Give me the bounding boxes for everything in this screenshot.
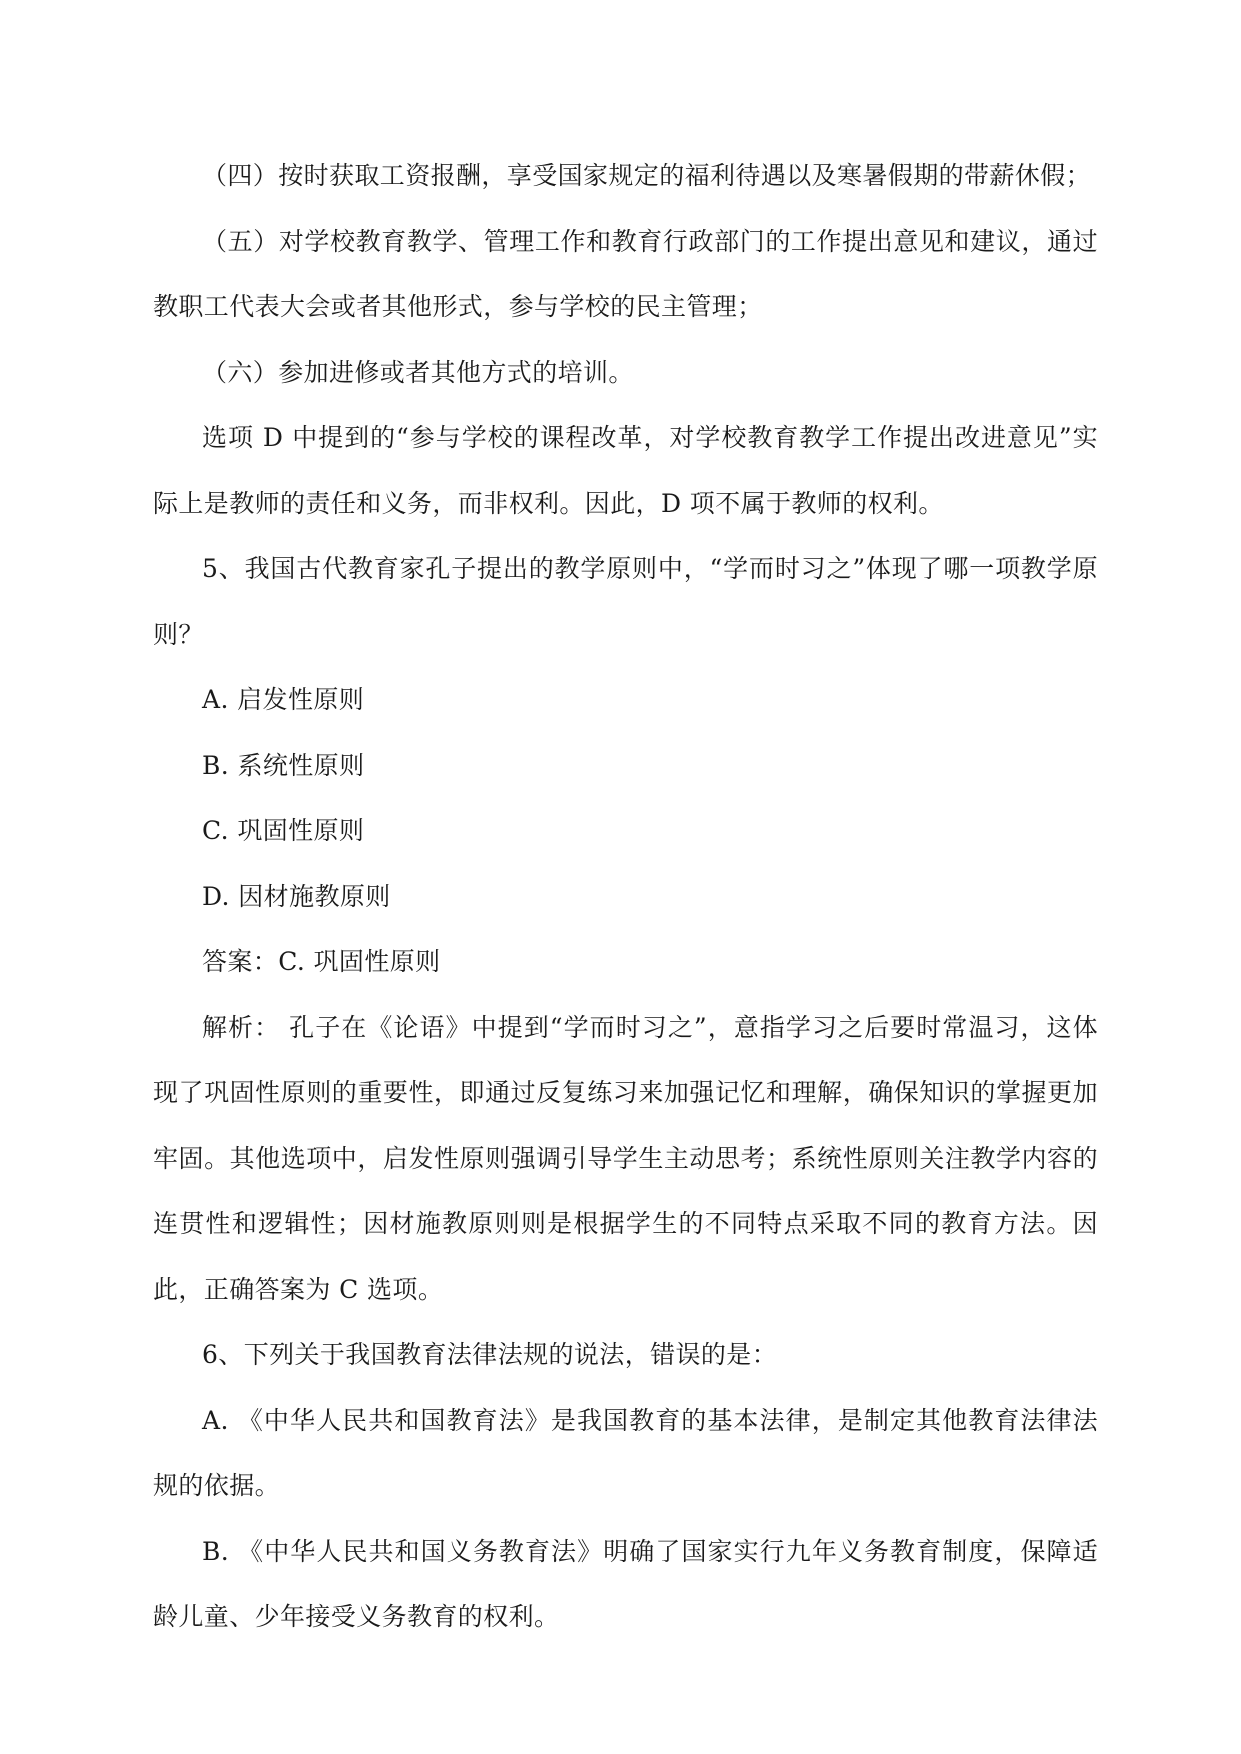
teacher-right-item-6: （六）参加进修或者其他方式的培训。 <box>202 357 634 387</box>
question-6-option-a: A. 《中华人民共和国教育法》是我国教育的基本法律，是制定其他教育法律法规的依据。 <box>153 1405 1098 1500</box>
teacher-right-item-4: （四）按时获取工资报酬，享受国家规定的福利待遇以及寒暑假期的带薪休假； <box>202 161 1092 190</box>
question-5-analysis: 解析： 孔子在《论语》中提到“学而时习之”，意指学习之后要时常温习，这体现了巩固性原则的重要性，即通过反复练习来加强记忆和理解，确保知识的掌握更加牢固。其他选项中，启发性原则强调引导学生主动思考；系统性原则关注教学内容的连贯性和逻辑性；因材施教原则则是根据学生的不同特点采取不同的教育方法。因此，正确答案为 C 选项。 <box>153 1012 1098 1304</box>
option-d-explanation: 选项 D 中提到的“参与学校的课程改革，对学校教育教学工作提出改进意见”实际上是教师的责任和义务，而非权利。因此，D 项不属于教师的权利。 <box>153 423 1098 518</box>
question-5: 5、我国古代教育家孔子提出的教学原则中，“学而时习之”体现了哪一项教学原则？ <box>153 554 1098 649</box>
teacher-right-item-5: （五）对学校教育教学、管理工作和教育行政部门的工作提出意见和建议，通过教职工代表大会或者其他形式，参与学校的民主管理； <box>153 226 1098 321</box>
question-5-option-b: B. 系统性原则 <box>202 750 365 780</box>
question-6: 6、下列关于我国教育法律法规的说法，错误的是： <box>202 1340 778 1369</box>
question-6-option-b: B. 《中华人民共和国义务教育法》明确了国家实行九年义务教育制度，保障适龄儿童、少年接受义务教育的权利。 <box>153 1536 1098 1631</box>
question-5-option-d: D. 因材施教原则 <box>202 881 391 911</box>
question-5-option-a: A. 启发性原则 <box>202 685 365 714</box>
question-5-answer: 答案：C. 巩固性原则 <box>202 947 441 976</box>
question-5-option-c: C. 巩固性原则 <box>202 816 365 845</box>
document-body <box>153 143 1098 1650</box>
